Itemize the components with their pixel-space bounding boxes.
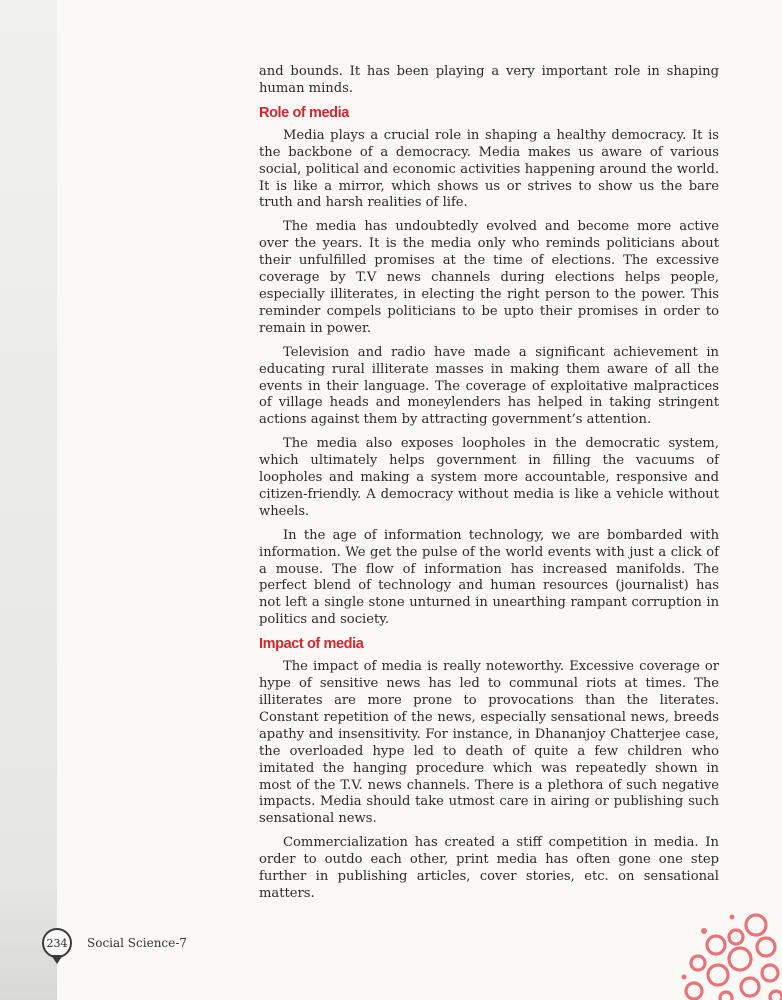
section-heading-role-of-media: Role of media — [259, 104, 349, 121]
section-heading-impact-of-media: Impact of media — [259, 636, 364, 653]
intro-paragraph: and bounds. It has been playing a very important role in shaping human minds. — [259, 64, 719, 96]
page-content — [259, 64, 719, 910]
paragraph: Media plays a crucial role in shaping a healthy democracy. It is the backbone of a democracy. Media makes us aware of various social, political and economic activities happening around the world. It is like a mirror, which shows us or strives to show us the bare truth and harsh realities of life. — [259, 127, 719, 211]
page-number: 234 — [46, 936, 68, 950]
side-margin-band — [0, 0, 57, 1000]
paragraph: The media has undoubtedly evolved and become more active over the years. It is the media only who reminds politicians about their unfulfilled promises at the time of elections. The excessive coverage by T.V news channels during elections helps people, especially illiterates, in electing the right person to the power. This reminder compels politicians to be upto their promises in order to remain in power. — [259, 219, 719, 336]
paragraph: Television and radio have made a significant achievement in educating rural illiterate masses in making them aware of all the events in their language. The coverage of exploitative malpractices of village heads and moneylenders has helped in taking stringent actions against them by attracting government’s attention. — [259, 344, 719, 428]
circles-cluster-icon — [670, 905, 782, 1000]
page-badge-pointer — [51, 955, 63, 964]
paragraph: The media also exposes loopholes in the democratic system, which ultimately helps government in filling the vacuums of loopholes and making a system more accountable, responsive and citizen-friendly. A democracy without media is like a vehicle without wheels. — [259, 436, 719, 519]
paragraph: In the age of information technology, we are bombarded with information. We get the pulse of the world events with just a click of a mouse. The flow of information has increased manifolds. The perfect blend of technology and human resources (journalist) has not left a single stone unturned in unearthing rampant corruption in politics and society. — [259, 527, 719, 628]
paragraph: The impact of media is really noteworthy. Excessive coverage or hype of sensitive news has led to communal riots at times. The illiterates are more prone to provocations than the literates. Constant repetition of the news, especially sensational news, breeds apathy and insensitivity. For instance, in Dhananjoy Chatterjee case, the overloaded hype led to death of quite a few children who imitated the hanging procedure which was repeatedly shown in most of the T.V. news channels. There is a plethora of such negative impacts. Media should take utmost care in airing or publishing such sensational news. — [259, 659, 719, 827]
page-number-badge — [42, 928, 72, 958]
book-title: Social Science-7 — [87, 936, 187, 950]
paragraph: Commercialization has created a stiff competition in media. In order to outdo each other, print media has often gone one step further in publishing articles, cover stories, etc. on sensational matters. — [259, 835, 719, 901]
